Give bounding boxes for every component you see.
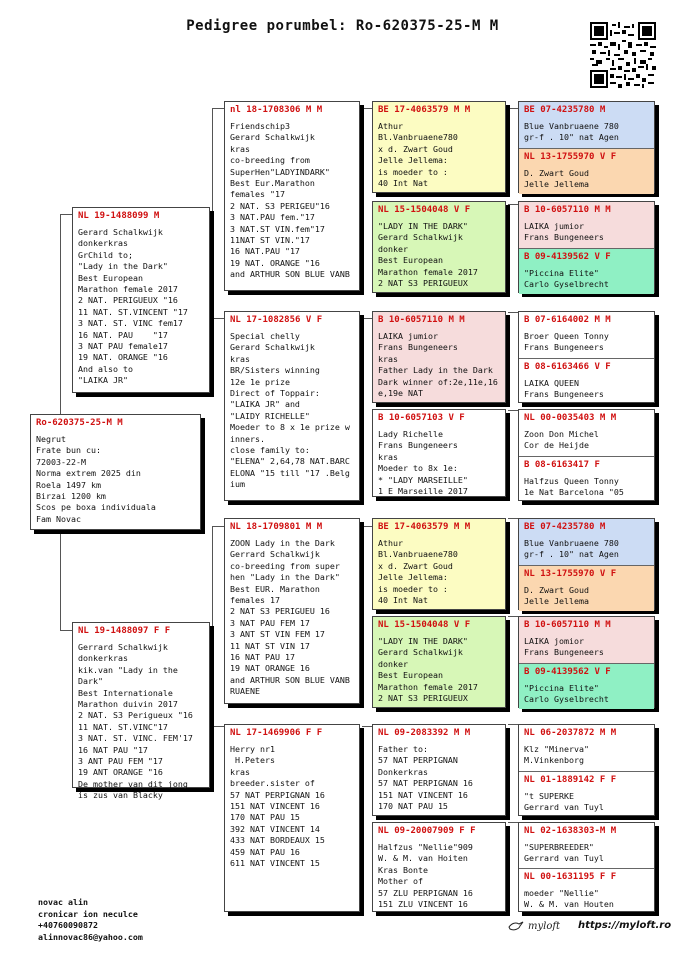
gen4-pair [518, 616, 655, 708]
pigeon-notes: "LADY IN THE DARK" Gerard Schalkwijk donker Best European Marathon female 2017 2 NAT S3 PERIGUEUX [378, 221, 478, 289]
gen4-sire [519, 617, 654, 663]
owner-name: novac alin [38, 897, 88, 907]
gen4-dam [519, 869, 654, 913]
ring-number: nl 18-1708306 M M [230, 105, 323, 115]
connector-line [362, 108, 372, 109]
subject-card [30, 414, 201, 530]
gen4-sire [519, 725, 654, 771]
pigeon-notes: Father to: 57 NAT PERPIGNAN Donkerkras 57 NAT PERPIGNAN 16 151 NAT VINCENT 16 170 NAT PAU 15 [378, 744, 473, 812]
gen4-dam [519, 772, 654, 817]
great-grandparent-card [372, 311, 506, 403]
great-grandparent-card [372, 201, 506, 293]
pigeon-notes: Friendschip3 Gerard Schalkwijk kras co-breeding from SuperHen"LADYINDARK" Best Eur.Marathon females "17 2 NAT. S3 PERIGEU"16 3 NAT.PAU fem."17 3 NAT.ST VIN.fem"17 11NAT ST VIN."17 16 NAT.PAU "17 19 NAT. ORANGE "16 and ARTHUR SON BLUE VANB [230, 121, 350, 280]
pigeon-notes: ZOON Lady in the Dark Gerrard Schalkwijk co-breeding from super hen "Lady in the Dark" Best EUR. Marathon females 17 2 NAT S3 PERIGUEU 16 3 NAT PAU FEM 17 3 ANT ST VIN FEM 17 11 NAT ST VIN 17 16 NAT PAU 17 19 NAT ORANGE 16 and ARTHUR SON BLUE VANB RUAENE [230, 538, 350, 697]
owner-role: cronicar ion neculce [38, 908, 138, 919]
great-grandparent-card [372, 822, 506, 912]
pigeon-notes: "LADY IN THE DARK" Gerard Schalkwijk donker Best European Marathon female 2017 2 NAT S3 PERIGUEUX [378, 636, 478, 704]
pigeon-notes: "t SUPERKE Gerrard van Tuyl [524, 791, 604, 813]
ring-number: B 09-4139562 V F [524, 667, 611, 677]
pigeon-notes: Broer Queen Tonny Frans Bungeneers [524, 331, 609, 353]
ring-number: NL 17-1082856 V F [230, 315, 323, 325]
grandparent-card [224, 518, 360, 704]
ring-number: BE 17-4063579 M M [378, 105, 471, 115]
connector-line [60, 214, 72, 215]
connector-line [508, 204, 518, 205]
ring-number: B 10-6057110 M M [524, 620, 611, 630]
gen4-pair [518, 518, 655, 610]
pigeon-notes: LAIKA jomior Frans Bungeneers [524, 636, 604, 658]
ring-number: NL 15-1504048 V F [378, 620, 471, 630]
connector-line [362, 318, 372, 319]
ring-number: NL 09-20007909 F F [378, 826, 476, 836]
ring-number: B 08-6163417 F [524, 460, 600, 470]
connector-line [508, 616, 518, 617]
ring-number: B 09-4139562 V F [524, 252, 611, 262]
gen4-sire [519, 312, 654, 358]
owner-contact [38, 897, 143, 943]
pigeon-notes: Negrut Frate bun cu: 72003-22-M Norma extrem 2025 din Roela 1497 km Birzai 1200 km Scos pe boxa individuala Fam Novac [36, 434, 156, 524]
connector-line [60, 530, 61, 630]
gen4-dam [519, 149, 654, 194]
grandparent-card [224, 724, 360, 912]
brand-logo [508, 920, 560, 932]
grandparent-card [224, 101, 360, 291]
pigeon-notes: Athur Bl.Vanbruaene780 x d. Zwart Goud Jelle Jellema: is moeder to : 40 Int Nat [378, 121, 458, 189]
connector-line [508, 108, 518, 109]
connector-line [508, 724, 518, 725]
pigeon-notes: LAIKA jumior Frans Bungeneers [524, 221, 604, 243]
connector-line [508, 410, 518, 411]
ring-number: B 08-6163466 V F [524, 362, 611, 372]
dam-card [72, 622, 210, 801]
ring-number: NL 00-1631195 F F [524, 872, 617, 882]
page-title: Pedigree porumbel: Ro-620375-25-M M [186, 18, 499, 34]
ring-number: BE 17-4063579 M M [378, 522, 471, 532]
pigeon-notes: "Piccina Elite" Carlo Gyselbrecht [524, 268, 609, 290]
qr-code-icon [590, 22, 656, 88]
connector-line [362, 526, 372, 527]
ring-number: BE 07-4235780 M [524, 522, 606, 532]
gen4-pair [518, 201, 655, 293]
ring-number: NL 02-1638303-M M [524, 826, 617, 836]
gen4-pair [518, 724, 655, 816]
pigeon-icon [508, 920, 524, 932]
ring-number: B 07-6164002 M M [524, 315, 611, 325]
pigeon-notes: Lady Richelle Frans Bungeneers kras Moeder to 8x 1e: * "LADY MARSEILLE" 1 E Marseille 2017 [378, 429, 468, 497]
gen4-dam [519, 457, 654, 502]
pigeon-notes: Zoon Don Michel Cor de Heijde [524, 429, 599, 451]
gen4-sire [519, 410, 654, 456]
ring-number: BE 07-4235780 M [524, 105, 606, 115]
great-grandparent-card [372, 724, 506, 816]
brand-name: myloft [528, 920, 561, 932]
grandparent-card [224, 311, 360, 501]
gen4-dam [519, 664, 654, 709]
great-grandparent-card [372, 409, 506, 497]
gen4-sire [519, 519, 654, 565]
ring-number: NL 15-1504048 V F [378, 205, 471, 215]
pigeon-notes: Klz "Minerva" M.Vinkenborg [524, 744, 589, 766]
ring-number: B 10-6057110 M M [378, 315, 465, 325]
ring-number: NL 13-1755970 V F [524, 152, 617, 162]
ring-number: B 10-6057103 V F [378, 413, 465, 423]
pigeon-notes: moeder "Nellie" W. & M. van Houten [524, 888, 614, 910]
gen4-pair [518, 101, 655, 193]
ring-number: NL 18-1709801 M M [230, 522, 323, 532]
gen4-dam [519, 249, 654, 294]
pigeon-notes: D. Zwart Goud Jelle Jellema [524, 168, 589, 190]
gen4-sire [519, 202, 654, 248]
pigeon-notes: Halfzus "Nellie"909 W. & M. van Hoiten Kras Bonte Mother of 57 ZLU PERPIGNAN 16 151 ZLU VINCENT 16 [378, 842, 473, 910]
ring-number: NL 13-1755970 V F [524, 569, 617, 579]
gen4-sire [519, 102, 654, 148]
pigeon-notes: Special chelly Gerard Schalkwijk kras BR/Sisters winning 12e 1e prize Direct of Toppair: "LAIKA JR" and "LAIDY RICHELLE" Moeder to 8 x 1e prize w inners. close family to: "ELENA" 2,64,78 NAT.BARC ELONA "15 till "17 .Belg ium [230, 331, 350, 490]
gen4-pair [518, 311, 655, 403]
gen4-pair [518, 822, 655, 912]
pigeon-notes: LAIKA QUEEN Frans Bungeneers [524, 378, 604, 400]
owner-phone: +40760090872 [38, 920, 98, 930]
pigeon-notes: Herry nr1 H.Peters kras breeder.sister of 57 NAT PERPIGNAN 16 151 NAT VINCENT 16 170 NAT PAU 15 392 NAT VINCENT 14 433 NAT BORDEAUX 15 459 NAT PAU 16 611 NAT VINCENT 15 [230, 744, 325, 869]
pigeon-notes: Halfzus Queen Tonny 1e Nat Barcelona "05 [524, 476, 624, 498]
connector-line [508, 518, 518, 519]
brand-url[interactable]: https://myloft.ro [578, 920, 672, 931]
pigeon-notes: "SUPERBREEDER" Gerrard van Tuyl [524, 842, 604, 864]
ring-number: NL 17-1469906 F F [230, 728, 323, 738]
great-grandparent-card [372, 518, 506, 610]
gen4-pair [518, 409, 655, 501]
ring-number: NL 19-1488097 F F [78, 626, 171, 636]
pigeon-notes: Gerard Schalkwijk donkerkras GrChild to; "Lady in the Dark" Best European Marathon female 2017 2 NAT. PERIGUEUX "16 11 NAT. ST.VINCENT "17 3 NAT. ST. VINC fem17 16 NAT. PAU "17 3 NAT PAU female17 19 NAT. ORANGE "16 And also to "LAIKA JR" [78, 227, 188, 386]
connector-line [212, 108, 224, 109]
ring-number: NL 00-0035403 M M [524, 413, 617, 423]
gen4-dam [519, 566, 654, 611]
ring-number: Ro-620375-25-M M [36, 418, 123, 428]
connector-line [212, 318, 224, 319]
connector-line [60, 630, 72, 631]
gen4-dam [519, 359, 654, 404]
connector-line [212, 526, 213, 726]
great-grandparent-card [372, 101, 506, 193]
ring-number: B 10-6057110 M M [524, 205, 611, 215]
connector-line [362, 726, 372, 727]
pigeon-notes: Blue Vanbruaene 780 gr-f . 10" nat Agen [524, 538, 619, 560]
gen4-sire [519, 823, 654, 868]
connector-line [212, 108, 213, 318]
pigeon-notes: Athur Bl.Vanbruaene780 x d. Zwart Goud Jelle Jellema: is moeder to : 40 Int Nat [378, 538, 458, 606]
sire-card [72, 207, 210, 393]
pigeon-notes: D. Zwart Goud Jelle Jellema [524, 585, 589, 607]
connector-line [212, 726, 224, 727]
connector-line [508, 822, 518, 823]
pigeon-notes: Blue Vanbruaene 780 gr-f . 10" nat Agen [524, 121, 619, 143]
pigeon-notes: "Piccina Elite" Carlo Gyselbrecht [524, 683, 609, 705]
connector-line [508, 312, 518, 313]
connector-line [60, 214, 61, 414]
connector-line [212, 526, 224, 527]
ring-number: NL 19-1488099 M [78, 211, 160, 221]
ring-number: NL 01-1889142 F F [524, 775, 617, 785]
owner-email[interactable]: alinnovac86@yahoo.com [38, 931, 143, 942]
ring-number: NL 06-2037872 M M [524, 728, 617, 738]
ring-number: NL 09-2083392 M M [378, 728, 471, 738]
great-grandparent-card [372, 616, 506, 708]
pigeon-notes: LAIKA jumior Frans Bungeneers kras Father Lady in the Dark Dark winner of:2e,11e,16 e,19e NAT [378, 331, 498, 399]
pigeon-notes: Gerrard Schalkwijk donkerkras kik.van "Lady in the Dark" Best Internationale Marathon duivin 2017 2 NAT. S3 Perigueux "16 11 NAT. ST.VINC"17 3 NAT. ST. VINC. FEM'17 16 NAT PAU "17 3 ANT PAU FEM "17 19 ANT ORANGE "16 De mother van dit jong is zus van Blacky [78, 642, 193, 801]
